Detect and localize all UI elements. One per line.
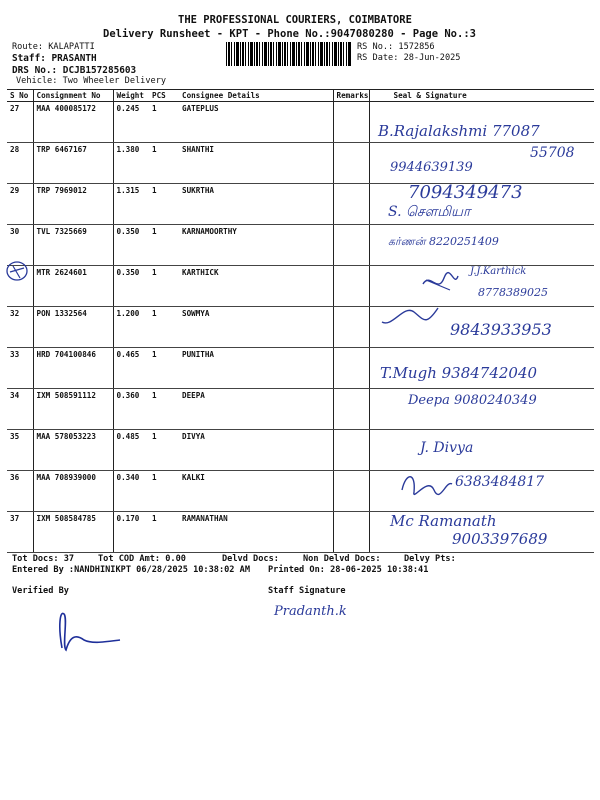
col-consignee: Consignee Details	[179, 90, 333, 102]
cell-consignment: IXM 508591112	[33, 389, 113, 430]
cell-weight: 0.485	[113, 430, 149, 471]
cell-consignee: KARTHICK	[179, 266, 333, 307]
cell-sno: 34	[7, 389, 33, 430]
rs-date: RS Date: 28-Jun-2025	[357, 53, 461, 63]
cell-weight: 0.340	[113, 471, 149, 512]
cell-weight: 1.315	[113, 184, 149, 225]
signature-scribble	[420, 270, 460, 296]
cell-weight: 0.350	[113, 225, 149, 266]
staff-label: Staff: PRASANTH	[12, 53, 97, 64]
table-row	[7, 143, 594, 184]
signature-text: T.Mugh 9384742040	[380, 364, 538, 382]
col-seal: Seal & Signature	[369, 90, 594, 102]
staff-signature-label: Staff Signature	[268, 586, 346, 596]
signature-scribble	[398, 470, 454, 502]
col-consignment: Consignment No	[33, 90, 113, 102]
cell-consignment: TVL 7325669	[33, 225, 113, 266]
cell-consignee: DIVYA	[179, 430, 333, 471]
cell-consignment: MAA 578053223	[33, 430, 113, 471]
cell-sno: 28	[7, 143, 33, 184]
cell-sno: 29	[7, 184, 33, 225]
col-remarks: Remarks	[333, 90, 369, 102]
signature-text: J. Divya	[420, 440, 474, 456]
cell-consignee: SUKRTHA	[179, 184, 333, 225]
cell-sno: 35	[7, 430, 33, 471]
drs-number: DRS No.: DCJB157285603	[12, 65, 137, 76]
barcode-image	[226, 42, 352, 66]
cell-remarks	[333, 348, 369, 389]
table-row	[7, 430, 594, 471]
signature-text: 9003397689	[452, 530, 548, 548]
cell-remarks	[333, 143, 369, 184]
cell-consignee: GATEPLUS	[179, 102, 333, 143]
non-delivered-docs: Non Delvd Docs:	[303, 554, 381, 564]
cell-pcs: 1	[149, 266, 179, 307]
cell-consignee: RAMANATHAN	[179, 512, 333, 553]
signature-text: 55708	[530, 145, 575, 161]
cell-remarks	[333, 184, 369, 225]
cell-sno: 36	[7, 471, 33, 512]
cell-remarks	[333, 225, 369, 266]
verifier-signature	[54, 606, 124, 656]
col-sno: S No	[7, 90, 33, 102]
signature-text: 7094349473	[408, 182, 523, 203]
cell-pcs: 1	[149, 143, 179, 184]
signature-text: கர்ணன் 8220251409	[388, 235, 499, 248]
delivered-docs: Delvd Docs:	[222, 554, 279, 564]
cell-weight: 0.465	[113, 348, 149, 389]
company-title: THE PROFESSIONAL COURIERS, COIMBATORE	[178, 14, 412, 26]
runsheet-title: Delivery Runsheet - KPT - Phone No.:9047080280 - Page No.:3	[103, 28, 476, 40]
delivery-points: Delvy Pts:	[404, 554, 456, 564]
cell-weight: 1.380	[113, 143, 149, 184]
scribble-mark	[4, 258, 30, 284]
cell-sno: 32	[7, 307, 33, 348]
cell-remarks	[333, 266, 369, 307]
verified-by-label: Verified By	[12, 586, 69, 596]
cell-pcs: 1	[149, 102, 179, 143]
staff-signature-hand: Pradanth.k	[274, 604, 347, 619]
rs-number: RS No.: 1572856	[357, 42, 435, 52]
cell-sno: 33	[7, 348, 33, 389]
signature-text: 6383484817	[455, 474, 545, 490]
cell-consignment: HRD 704100846	[33, 348, 113, 389]
cell-consignment: IXM 508584785	[33, 512, 113, 553]
cell-remarks	[333, 430, 369, 471]
signature-text: Mc Ramanath	[390, 512, 497, 530]
printed-on: Printed On: 28-06-2025 10:38:41	[268, 565, 429, 575]
cell-sno: 37	[7, 512, 33, 553]
cell-consignee: PUNITHA	[179, 348, 333, 389]
cell-consignee: DEEPA	[179, 389, 333, 430]
cell-weight: 0.170	[113, 512, 149, 553]
route-label: Route: KALAPATTI	[12, 42, 95, 52]
cell-pcs: 1	[149, 512, 179, 553]
cell-sno: 27	[7, 102, 33, 143]
cell-pcs: 1	[149, 348, 179, 389]
signature-scribble	[380, 300, 440, 330]
table-header-row	[7, 90, 594, 102]
cell-consignment: MAA 400085172	[33, 102, 113, 143]
cell-remarks	[333, 102, 369, 143]
total-docs: Tot Docs: 37	[12, 554, 75, 564]
cell-consignee: KALKI	[179, 471, 333, 512]
cell-remarks	[333, 307, 369, 348]
cell-sno: 30	[7, 225, 33, 266]
cell-consignment: MTR 2624601	[33, 266, 113, 307]
cell-consignee: KARNAMOORTHY	[179, 225, 333, 266]
cell-pcs: 1	[149, 184, 179, 225]
col-weight: Weight	[113, 90, 149, 102]
cell-pcs: 1	[149, 307, 179, 348]
cell-seal	[369, 430, 594, 471]
total-cod: Tot COD Amt: 0.00	[98, 554, 186, 564]
cell-weight: 1.200	[113, 307, 149, 348]
cell-remarks	[333, 512, 369, 553]
cell-consignment: PON 1332564	[33, 307, 113, 348]
cell-pcs: 1	[149, 389, 179, 430]
cell-pcs: 1	[149, 430, 179, 471]
signature-text: 9843933953	[450, 320, 552, 339]
signature-text: S. சௌமியா	[388, 204, 471, 220]
cell-consignee: SHANTHI	[179, 143, 333, 184]
signature-text: Deepa 9080240349	[408, 393, 537, 408]
cell-consignment: TRP 6467167	[33, 143, 113, 184]
cell-weight: 0.350	[113, 266, 149, 307]
signature-text: 8778389025	[478, 286, 548, 299]
signature-text: B.Rajalakshmi 77087	[378, 122, 540, 140]
cell-weight: 0.245	[113, 102, 149, 143]
cell-remarks	[333, 389, 369, 430]
cell-consignment: TRP 7969012	[33, 184, 113, 225]
signature-text: 9944639139	[390, 160, 473, 175]
col-pcs: PCS	[149, 90, 179, 102]
vehicle-label: Vehicle: Two Wheeler Delivery	[16, 76, 167, 86]
signature-text: J.J.Karthick	[470, 266, 527, 277]
cell-remarks	[333, 471, 369, 512]
cell-pcs: 1	[149, 225, 179, 266]
entered-by: Entered By :NANDHINIKPT 06/28/2025 10:38:02 AM	[12, 565, 250, 575]
cell-consignment: MAA 708939000	[33, 471, 113, 512]
cell-consignee: SOWMYA	[179, 307, 333, 348]
cell-pcs: 1	[149, 471, 179, 512]
cell-weight: 0.360	[113, 389, 149, 430]
